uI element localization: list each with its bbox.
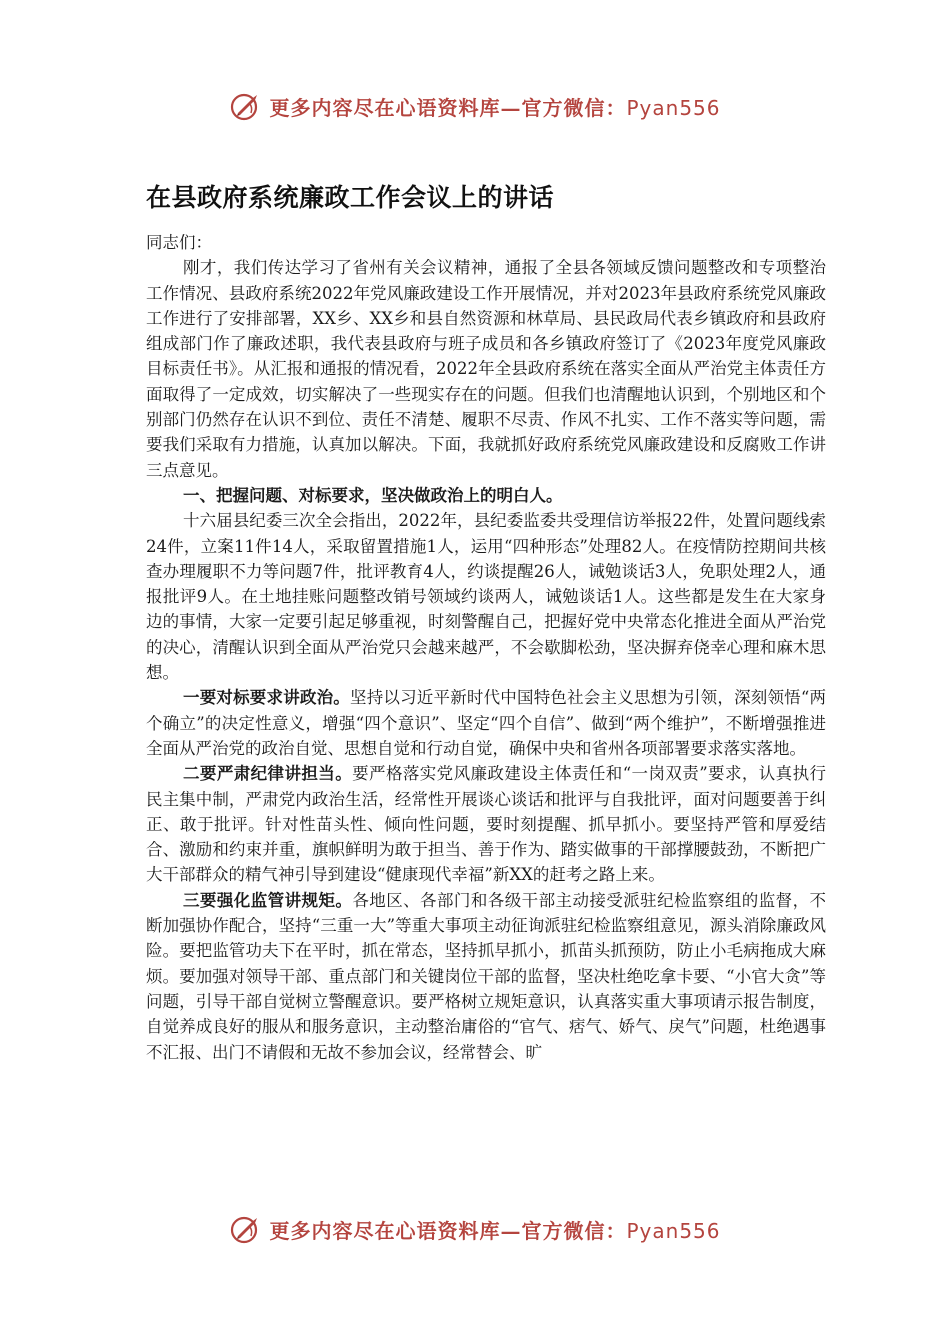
document-body	[146, 230, 826, 1065]
pen-logo-icon	[229, 1212, 263, 1246]
paragraph-point-2	[146, 761, 826, 887]
watermark-wechat-id: Pyan556	[626, 95, 721, 120]
point-2-text: 要严格落实党风廉政建设主体责任和“一岗双责”要求，认真执行民主集中制，严肃党内政治生活，经常性开展谈心谈话和批评与自我批评，面对问题要善于纠正、敢于批评。针对性苗头性、倾向性问题，要时刻提醒、抓早抓小。要坚持严管和厚爱结合、激励和约束并重，旗帜鲜明为敢于担当、善于作为、踏实做事的干部撑腰鼓劲，不断把广大干部群众的精气神引导到建设“健康现代幸福”新XX的赶考之路上来。	[146, 764, 827, 885]
paragraph-section-1: 十六届县纪委三次全会指出，2022年，县纪委监委共受理信访举报22件，处置问题线索24件，立案11件14人，采取留置措施1人，运用“四种形态”处理82人。在疫情防控期间共核查办理履职不力等问题7件，批评教育4人，约谈提醒26人，诫勉谈话3人，免职处理2人，通报批评9人。在土地挂账问题整改销号领域约谈两人，诫勉谈话1人。这些都是发生在大家身边的事情，大家一定要引起足够重视，时刻警醒自己，把握好党中央常态化推进全面从严治党的决心，清醒认识到全面从严治党只会越来越严，不会歇脚松劲，坚决摒弃侥幸心理和麻木思想。	[146, 511, 826, 683]
watermark-wechat-id: Pyan556	[626, 1218, 721, 1243]
footer-watermark-banner	[0, 1209, 950, 1249]
paragraph-point-1	[146, 685, 826, 761]
point-3-text: 各地区、各部门和各级干部主动接受派驻纪检监察组的监督，不断加强协作配合，坚持“三重一大”等重大事项主动征询派驻纪检监察组意见，源头消除廉政风险。要把监管功夫下在平时，抓在常态，坚持抓早抓小，抓苗头抓预防，防止小毛病拖成大麻烦。要加强对领导干部、重点部门和关键岗位干部的监督，坚决杜绝吃拿卡要、“小官大贪”等问题，引导干部自觉树立警醒意识。要严格树立规矩意识，认真落实重大事项请示报告制度，自觉养成良好的服从和服务意识，主动整治庸俗的“官气、痞气、娇气、戾气”问题，杜绝遇事不汇报、出门不请假和无故不参加会议，经常替会、旷	[146, 890, 827, 1062]
pen-logo-icon	[229, 89, 263, 123]
point-1-lead: 一要对标要求讲政治。	[183, 688, 350, 708]
watermark-label: 更多内容尽在心语资料库—官方微信：	[269, 95, 627, 120]
section-heading-1: 一、把握问题、对标要求，坚决做政治上的明白人。	[183, 485, 563, 505]
watermark-text	[269, 1215, 720, 1244]
watermark-label: 更多内容尽在心语资料库—官方微信：	[269, 1218, 627, 1243]
point-3-lead: 三要强化监管讲规矩。	[183, 890, 353, 910]
page-title: 在县政府系统廉政工作会议上的讲话	[146, 183, 555, 212]
watermark-text	[269, 92, 720, 121]
header-watermark-banner	[0, 86, 950, 126]
salutation: 同志们：	[146, 233, 212, 252]
paragraph-point-3	[146, 888, 826, 1065]
point-2-lead: 二要严肃纪律讲担当。	[183, 764, 353, 784]
point-1-text: 坚持以习近平新时代中国特色社会主义思想为引领，深刻领悟“两个确立”的决定性意义，增强“四个意识”、坚定“四个自信”、做到“两个维护”，不断增强推进全面从严治党的政治自觉、思想自觉和行动自觉，确保中央和省州各项部署要求落实落地。	[146, 688, 827, 758]
paragraph-intro: 刚才，我们传达学习了省州有关会议精神，通报了全县各领域反馈问题整改和专项整治工作情况、县政府系统2022年党风廉政建设工作开展情况，并对2023年县政府系统党风廉政工作进行了安排部署，XX乡、XX乡和县自然资源和林草局、县民政局代表乡镇政府和县政府组成部门作了廉政述职，我代表县政府与班子成员和各乡镇政府签订了《2023年度党风廉政目标责任书》。从汇报和通报的情况看，2022年全县政府系统在落实全面从严治党主体责任方面取得了一定成效，切实解决了一些现实存在的问题。但我们也清醒地认识到，个别地区和个别部门仍然存在认识不到位、责任不清楚、履职不尽责、作风不扎实、工作不落实等问题，需要我们采取有力措施，认真加以解决。下面，我就抓好政府系统党风廉政建设和反腐败工作讲三点意见。	[146, 258, 826, 480]
